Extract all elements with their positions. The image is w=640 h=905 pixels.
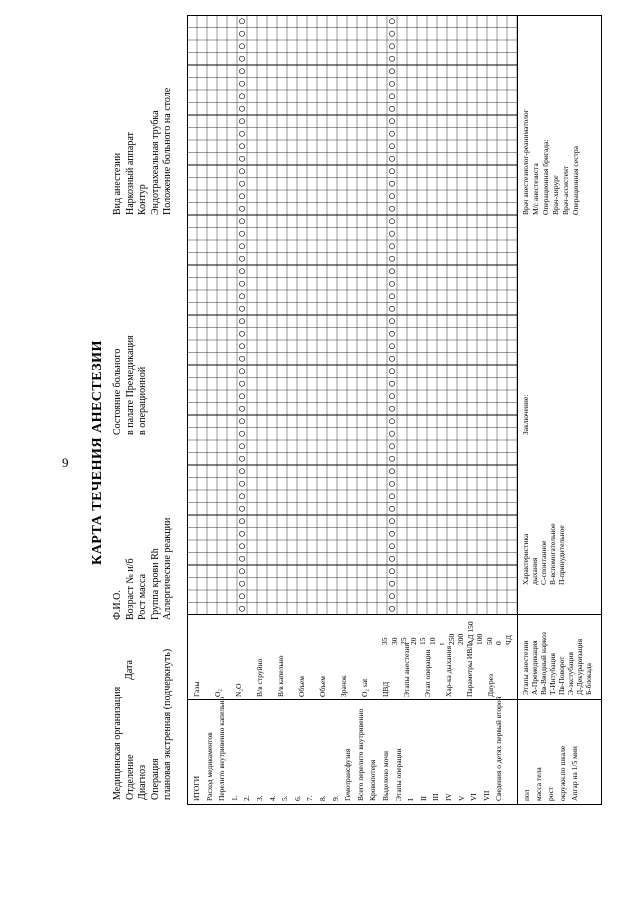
pupil-circle: [389, 194, 394, 199]
footer-field: Врач анестезиолог-реаниматолог: [521, 109, 530, 215]
pupil-circle: [389, 594, 394, 599]
middle-row-label: Газы: [192, 681, 201, 697]
pupil-circle: [389, 431, 394, 436]
pupil-circle: [239, 131, 244, 136]
pupil-circle: [239, 606, 244, 611]
pupil-circle: [239, 394, 244, 399]
pupil-circle: [389, 406, 394, 411]
footer-field: пол: [522, 789, 531, 801]
pupil-circle: [389, 69, 394, 74]
header-field: Ф.И.О.: [112, 590, 123, 620]
footer-field: рост: [546, 786, 555, 801]
scale-label: 30: [389, 637, 399, 645]
pupil-circle: [389, 556, 394, 561]
pupil-circle: [389, 144, 394, 149]
pupil-circle: [389, 281, 394, 286]
left-row-label: ИТОГИ: [192, 775, 201, 801]
header-field: Состояние больного: [112, 348, 123, 435]
left-row-label: VI: [469, 793, 479, 801]
pupil-circle: [239, 294, 244, 299]
time-grid: [187, 15, 517, 615]
header-field: плановая экстренная (подчеркнуть): [162, 648, 173, 800]
footer-field: масса тела: [534, 767, 543, 801]
middle-row-label: Параметры ИВЛ: [465, 643, 474, 697]
pupil-circle: [239, 506, 244, 511]
pupil-circle: [389, 494, 394, 499]
pupil-circle: [239, 306, 244, 311]
middle-row-label: Зрачок: [339, 675, 348, 697]
scale-label: АД 150: [465, 621, 475, 645]
pupil-circle: [389, 331, 394, 336]
scale-label: 10: [427, 637, 437, 645]
pupil-circle: [239, 369, 244, 374]
header-field: Эндотрахеальная трубка: [149, 110, 161, 215]
footer-field: В-вспомогательное: [548, 523, 557, 585]
pupil-circle: [239, 519, 244, 524]
left-row-label: 6.: [292, 795, 302, 801]
pupil-circle: [239, 231, 244, 236]
footer-field: С-спонтанное: [539, 540, 548, 585]
pupil-circle: [239, 181, 244, 186]
footer-field: Операционная бригада:: [541, 139, 550, 215]
header-field: Контур: [137, 184, 148, 215]
pupil-circle: [389, 569, 394, 574]
scale-label: 15: [418, 637, 427, 645]
footer-field: Вв-Вводный наркоз: [539, 632, 548, 695]
footer-field: А-Премедикация: [530, 640, 539, 695]
pupil-circle: [239, 19, 244, 24]
pupil-circle: [239, 106, 244, 111]
pupil-circle: [389, 94, 394, 99]
header-field: Аллергические реакции: [162, 517, 173, 620]
middle-row-label: В/в струйно: [255, 658, 264, 697]
pupil-circle: [239, 281, 244, 286]
left-row-label: 7.: [305, 795, 315, 801]
divider: [187, 699, 602, 700]
pupil-circle: [239, 419, 244, 424]
pupil-circle: [239, 244, 244, 249]
left-row-label: Этапы операции: [393, 748, 403, 801]
pupil-circle: [239, 44, 244, 49]
scale-label: ЧД: [503, 635, 513, 645]
left-row-label: 5.: [280, 795, 290, 801]
pupil-circle: [389, 481, 394, 486]
left-row-label: Всего перелито внутривенно: [355, 708, 365, 801]
header-field: Рост масса: [137, 573, 148, 620]
left-row-label: Сведения о детях первый второй: [494, 696, 504, 801]
pupil-circle: [239, 444, 244, 449]
header-left: [112, 649, 175, 800]
pupil-circle: [239, 406, 244, 411]
footer-conclusion: Заключение:: [521, 394, 530, 435]
scale-label: 25: [399, 637, 408, 645]
middle-row-label: O₂ sat: [360, 678, 369, 697]
middle-row-label: O₂: [213, 688, 222, 697]
footer-field: Э-экстубация: [566, 652, 575, 695]
pupil-circle: [389, 444, 394, 449]
header-field: Группа крови Rh: [149, 548, 161, 620]
pupil-circle: [239, 594, 244, 599]
footer-field: Б-блокада: [584, 663, 593, 695]
header-field: Вид анестезии: [112, 152, 123, 215]
left-row-label: VII: [481, 790, 491, 801]
left-row-label: Перелито внутривенно капельно: [217, 696, 227, 801]
pupil-circle: [389, 581, 394, 586]
page-number: 9: [62, 455, 69, 470]
pupil-circle: [389, 81, 394, 86]
middle-row-label: Этап операции: [423, 649, 432, 697]
pupil-circle: [389, 531, 394, 536]
pupil-circle: [239, 269, 244, 274]
footer-field: Врач-хирург: [551, 174, 560, 215]
footer-field: Характеристика: [521, 533, 530, 585]
pupil-circle: [389, 294, 394, 299]
pupil-circle: [239, 556, 244, 561]
pupil-circle: [239, 156, 244, 161]
pupil-circle: [239, 569, 244, 574]
pupil-circle: [389, 131, 394, 136]
pupil-circle: [239, 481, 244, 486]
footer-field: М/с анестезиста: [531, 163, 540, 215]
pupil-circle: [239, 456, 244, 461]
pupil-circle: [239, 31, 244, 36]
pupil-circle: [239, 356, 244, 361]
scale-label: 0: [494, 641, 503, 645]
footer-field: Д-Декураризация: [575, 638, 584, 695]
left-row-label: Выделено мочи: [381, 751, 390, 801]
middle-row-label: ЦВД: [381, 681, 390, 697]
middle-row-label: Хар-ка дыхания: [444, 645, 453, 697]
pupil-circle: [389, 381, 394, 386]
left-row-label: 8.: [318, 795, 327, 801]
footer-field: Врач-ассистент: [561, 165, 570, 215]
header-date: Дата: [124, 660, 135, 680]
footer-newborn: [521, 746, 581, 801]
pupil-circle: [389, 456, 394, 461]
header-field: Медицинская организация: [112, 686, 123, 800]
pupil-circle: [239, 219, 244, 224]
footer-field: окружн.по шкале: [558, 745, 567, 801]
footer-divider: [517, 15, 518, 805]
pupil-circle: [389, 519, 394, 524]
pupil-circle: [389, 419, 394, 424]
left-row-label: I: [406, 798, 416, 801]
footer-field: Апгар на 1/5 мин: [570, 746, 579, 801]
left-row-label: IV: [444, 793, 453, 801]
header-field: в операционной: [137, 366, 148, 435]
pupil-circle: [239, 81, 244, 86]
pupil-circle: [389, 219, 394, 224]
pupil-circle: [239, 56, 244, 61]
pupil-circle: [389, 119, 394, 124]
pupil-circle: [239, 544, 244, 549]
pupil-circle: [239, 494, 244, 499]
scale-label: 20: [408, 637, 418, 645]
footer-field: Этапы анестезии: [521, 640, 530, 695]
header-state: [112, 335, 150, 435]
scale-label: 100: [475, 633, 484, 645]
footer-field: Операционная сестра: [571, 145, 580, 215]
header-right: [112, 88, 175, 215]
left-row-label: Кровопотеря: [368, 759, 378, 801]
middle-row-label: N₂O: [234, 683, 243, 697]
pupil-circle: [389, 156, 394, 161]
header-field: Отделение: [124, 754, 136, 800]
pupil-circle: [239, 319, 244, 324]
header-field: Наркозный аппарат: [124, 132, 136, 215]
pupil-circle: [239, 169, 244, 174]
pupil-circle: [389, 169, 394, 174]
page-title: КАРТА ТЕЧЕНИЯ АНЕСТЕЗИИ: [90, 340, 105, 565]
pupil-circle: [239, 94, 244, 99]
pupil-circle: [239, 531, 244, 536]
pupil-circle: [389, 56, 394, 61]
left-row-label: III: [431, 793, 441, 801]
pupil-circle: [389, 506, 394, 511]
pupil-circle: [389, 344, 394, 349]
left-row-label: 2.: [242, 795, 252, 801]
pupil-circle: [389, 394, 394, 399]
pupil-circle: [389, 231, 394, 236]
footer-field: П-принудительное: [557, 525, 566, 585]
pupil-circle: [239, 431, 244, 436]
scale-label: 35: [380, 637, 389, 645]
pupil-circle: [239, 144, 244, 149]
left-row-label: 3.: [255, 795, 264, 801]
header-field: Диагноз: [137, 764, 148, 800]
pupil-circle: [239, 469, 244, 474]
footer-breath: [521, 523, 566, 585]
footer-stages: [521, 632, 593, 695]
pupil-circle: [239, 256, 244, 261]
pupil-circle: [239, 119, 244, 124]
left-row-label: 4.: [267, 795, 277, 801]
scale-label: 200: [456, 633, 465, 645]
pupil-circle: [389, 206, 394, 211]
pupil-circle: [389, 106, 394, 111]
pupil-circle: [389, 44, 394, 49]
pupil-circle: [239, 381, 244, 386]
pupil-circle: [389, 31, 394, 36]
pupil-circle: [389, 469, 394, 474]
scale-label: 250: [446, 633, 456, 645]
pupil-circle: [239, 581, 244, 586]
pupil-circle: [389, 369, 394, 374]
pupil-circle: [389, 269, 394, 274]
pupil-circle: [389, 19, 394, 24]
middle-row-label: Объем: [318, 676, 327, 697]
left-row-label: 9.: [330, 795, 340, 801]
middle-row-label: В/в капельно: [276, 655, 285, 697]
left-row-label: Расход медикаментов: [204, 732, 214, 801]
footer-field: дыхания: [530, 557, 539, 585]
header-mid: [112, 518, 175, 620]
pupil-circle: [389, 256, 394, 261]
left-row-label: Гемотрансфузия: [343, 748, 353, 801]
pupil-circle: [389, 319, 394, 324]
footer-field: Пв-Поворот: [557, 656, 566, 695]
pupil-circle: [239, 194, 244, 199]
middle-row-label: Диурез: [486, 673, 495, 697]
left-row-label: II: [418, 796, 428, 801]
middle-row-label: Объем: [297, 676, 306, 697]
pupil-circle: [389, 181, 394, 186]
pupil-circle: [389, 606, 394, 611]
header-field: Положение больного на столе: [162, 87, 173, 215]
header-field: Операция: [149, 758, 161, 800]
scale-label: 50: [484, 637, 494, 645]
left-row-label: 1.: [229, 795, 239, 801]
pupil-circle: [239, 206, 244, 211]
footer-field: Т-Интубация: [548, 653, 557, 695]
pupil-circle: [389, 244, 394, 249]
pupil-circle: [389, 544, 394, 549]
pupil-circle: [239, 331, 244, 336]
middle-row-label: Этапы анестезии: [402, 642, 411, 697]
pupil-circle: [239, 344, 244, 349]
left-row-label: V: [456, 795, 466, 801]
header-field: в палате Премедикация: [124, 335, 136, 435]
pupil-circle: [389, 306, 394, 311]
pupil-circle: [239, 69, 244, 74]
pupil-circle: [389, 356, 394, 361]
footer-staff: [521, 109, 581, 215]
header-field: Возраст № и/б: [124, 558, 136, 620]
scale-label: t: [437, 642, 446, 645]
